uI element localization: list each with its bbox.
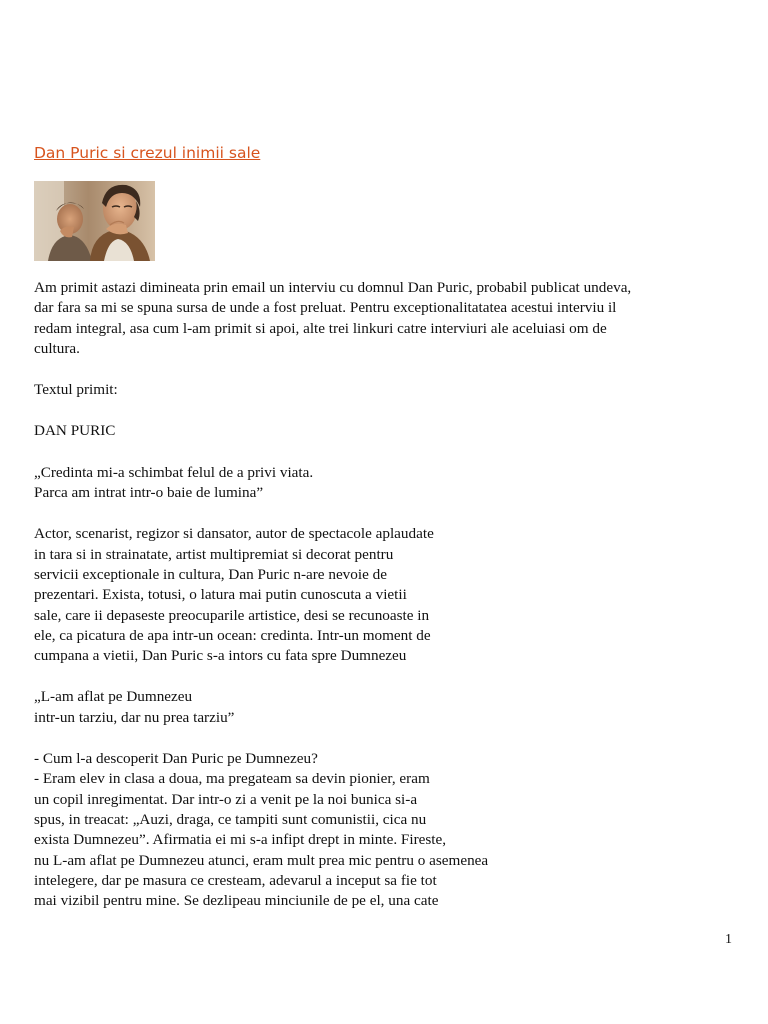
text-line: intr-un tarziu, dar nu prea tarziu”	[34, 708, 235, 726]
text-line: spus, in treacat: „Auzi, draga, ce tampiti sunt comunistii, cica nu	[34, 810, 427, 828]
text-line: ele, ca picatura de apa intr-un ocean: credinta. Intr-un moment de	[34, 626, 431, 644]
text-line: mai vizibil pentru mine. Se dezlipeau minciunile de pe el, una cate	[34, 892, 439, 910]
text-line: servicii exceptionale in cultura, Dan Puric n-are nevoie de	[34, 565, 387, 583]
received-label: Textul primit:	[34, 381, 118, 399]
name-heading: DAN PURIC	[34, 422, 116, 440]
text-line: Actor, scenarist, regizor si dansator, autor de spectacole aplaudate	[34, 525, 434, 543]
text-line: cumpana a vietii, Dan Puric s-a intors cu fata spre Dumnezeu	[34, 647, 407, 665]
text-line: Parca am intrat intr-o baie de lumina”	[34, 484, 264, 502]
text-line: - Cum l-a descoperit Dan Puric pe Dumnezeu?	[34, 750, 318, 768]
text-line: redam integral, asa cum l-am primit si apoi, alte trei linkuri catre interviuri ale aceluiasi om de	[34, 319, 607, 337]
qa-paragraph	[34, 749, 734, 911]
text-line: nu L-am aflat pe Dumnezeu atunci, eram mult prea mic pentru o asemenea	[34, 851, 489, 869]
text-line: exista Dumnezeu”. Afirmatia ei mi s-a infipt drept in minte. Fireste,	[34, 831, 447, 849]
text-line: dar fara sa mi se spuna sursa de unde a fost preluat. Pentru exceptionalitatatea acestui interviu il	[34, 299, 617, 317]
article-body	[34, 278, 734, 932]
quote-paragraph	[34, 463, 734, 504]
text-line: „Credinta mi-a schimbat felul de a privi viata.	[34, 463, 314, 481]
text-line: cultura.	[34, 339, 80, 357]
quote-paragraph	[34, 687, 734, 728]
article-title-link[interactable]: Dan Puric si crezul inimii sale	[34, 144, 261, 162]
text-line: sale, care ii depaseste preocuparile artistice, desi se recunoaste in	[34, 606, 430, 624]
text-line: intelegere, dar pe masura ce cresteam, adevarul a inceput sa fie tot	[34, 871, 437, 889]
text-line: prezentari. Exista, totusi, o latura mai putin cunoscuta a vietii	[34, 586, 407, 604]
text-line: - Eram elev in clasa a doua, ma pregateam sa devin pionier, eram	[34, 770, 430, 788]
intro-paragraph	[34, 278, 734, 359]
text-line: Am primit astazi dimineata prin email un interviu cu domnul Dan Puric, probabil publicat undeva,	[34, 279, 632, 296]
page-number: 1	[725, 932, 732, 947]
text-line: in tara si in strainatate, artist multipremiat si decorat pentru	[34, 545, 394, 563]
bio-paragraph	[34, 524, 734, 666]
text-line: „L-am aflat pe Dumnezeu	[34, 688, 193, 706]
text-line: un copil inregimentat. Dar intr-o zi a venit pe la noi bunica si-a	[34, 790, 418, 808]
portrait-photo	[34, 181, 155, 261]
